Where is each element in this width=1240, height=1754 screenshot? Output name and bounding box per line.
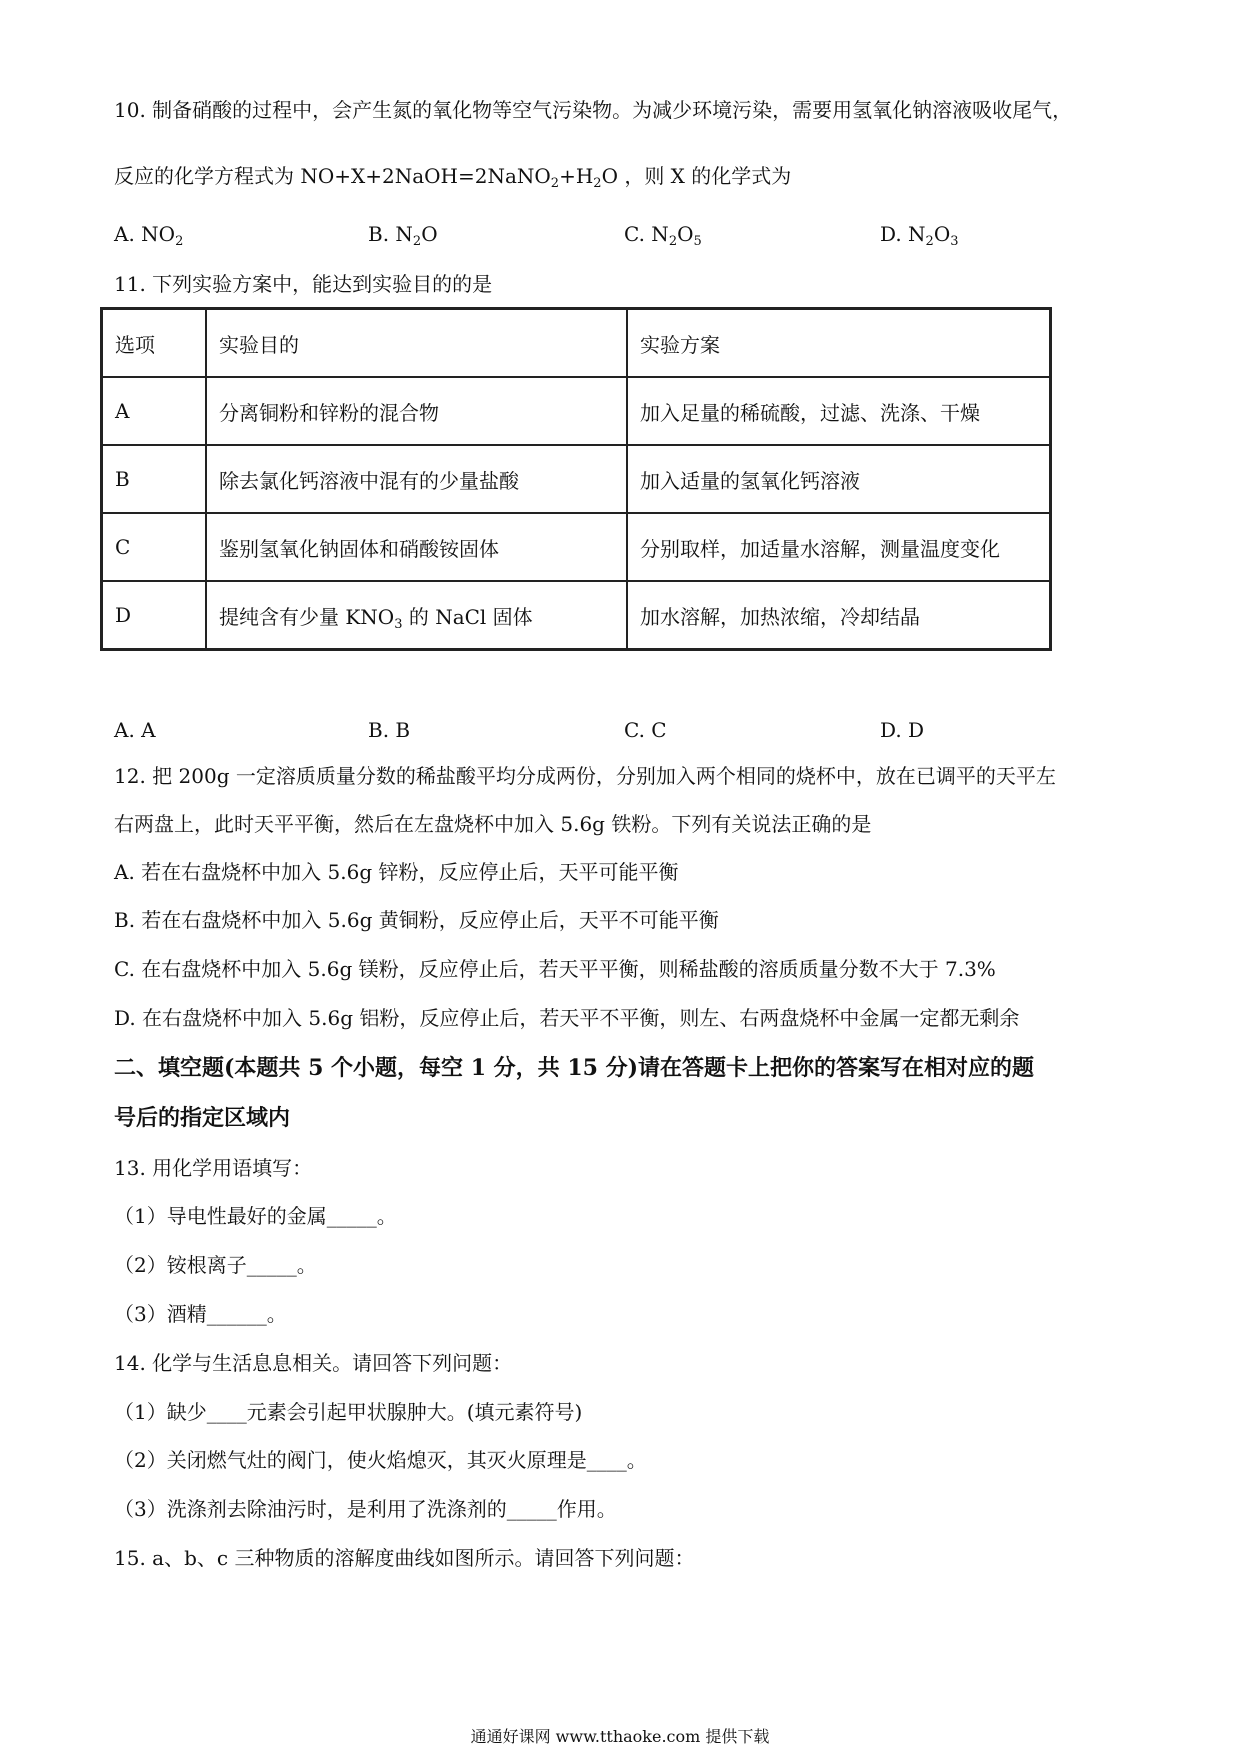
- q10-equation-sub: 2: [593, 176, 602, 191]
- q10-equation-sub: 2: [550, 176, 560, 191]
- table-cell-option: A: [102, 377, 207, 445]
- table-header-cell: 实验方案: [627, 309, 1051, 378]
- section-heading-line1: 二、填空题(本题共 5 个小题，每空 1 分，共 15 分)请在答题卡上把你的答案写在相对应的题: [114, 1055, 1035, 1081]
- table-cell-plan: 加入足量的稀硫酸，过滤、洗涤、干燥: [627, 377, 1051, 445]
- table-row: [102, 581, 1051, 650]
- q12-option-a: A. 若在右盘烧杯中加入 5.6g 锌粉，反应停止后，天平可能平衡: [114, 860, 679, 884]
- table-header-cell: 实验目的: [206, 309, 627, 378]
- q14-stem: 14. 化学与生活息息相关。请回答下列问题：: [114, 1351, 513, 1375]
- q14-item-2: （2）关闭燃气灶的阀门，使火焰熄灭，其灭火原理是____。: [114, 1448, 647, 1472]
- table-cell-plan: 加入适量的氢氧化钙溶液: [627, 445, 1051, 513]
- q11-option-c: C. C: [624, 718, 667, 742]
- q14-item-1: （1）缺少____元素会引起甲状腺肿大。(填元素符号): [114, 1400, 583, 1424]
- q10-option-d: D. $N_2O_3$: [880, 222, 959, 249]
- table-row: [102, 513, 1051, 581]
- q13-item-1: （1）导电性最好的金属_____。: [114, 1204, 397, 1228]
- table-cell-goal: 除去氯化钙溶液中混有的少量盐酸: [206, 445, 627, 513]
- table-cell-plan: 加水溶解，加热浓缩，冷却结晶: [627, 581, 1051, 650]
- table-row: [102, 445, 1051, 513]
- q10-option-a: A. $NO_2$: [114, 222, 184, 249]
- q12-option-d: D. 在右盘烧杯中加入 5.6g 铝粉，反应停止后，若天平不平衡，则左、右两盘烧杯中金属一定都无剩余: [114, 1006, 1020, 1030]
- q10-equation-part: 反应的化学方程式为 NO+X+2NaOH=2NaNO: [114, 164, 551, 188]
- q11-option-d: D. D: [880, 718, 925, 742]
- q10-equation-part: +H: [559, 164, 594, 188]
- q10-stem-line2: [114, 162, 791, 190]
- q12-option-b: B. 若在右盘烧杯中加入 5.6g 黄铜粉，反应停止后，天平不可能平衡: [114, 908, 719, 932]
- q11-option-a: A. A: [114, 718, 156, 742]
- table-cell-goal: 鉴别氢氧化钠固体和硝酸铵固体: [206, 513, 627, 581]
- page-footer: 通通好课网 www.tthaoke.com 提供下载: [470, 1727, 770, 1746]
- q15-stem: 15. a、b、c 三种物质的溶解度曲线如图所示。请回答下列问题：: [114, 1546, 695, 1570]
- q10-stem-line1: 10. 制备硝酸的过程中，会产生氮的氧化物等空气污染物。为减少环境污染，需要用氢氧化钠溶液吸收尾气，: [114, 98, 1073, 122]
- table-header-cell: 选项: [102, 309, 207, 378]
- q12-stem-line1: 12. 把 200g 一定溶质质量分数的稀盐酸平均分成两份，分别加入两个相同的烧杯中，放在已调平的天平左: [114, 764, 1056, 788]
- section-heading-line2: 号后的指定区域内: [114, 1105, 291, 1131]
- q11-option-b: B. B: [368, 718, 411, 742]
- table-cell-option: D: [102, 581, 207, 650]
- table-cell-option: C: [102, 513, 207, 581]
- q10-equation-part: O ，则 X 的化学式为: [601, 164, 792, 188]
- q12-stem-line2: 右两盘上，此时天平平衡，然后在左盘烧杯中加入 5.6g 铁粉。下列有关说法正确的是: [114, 812, 872, 836]
- table-cell-plan: 分别取样，加适量水溶解，测量温度变化: [627, 513, 1051, 581]
- table-cell-option: B: [102, 445, 207, 513]
- table-row: [102, 377, 1051, 445]
- q12-option-c: C. 在右盘烧杯中加入 5.6g 镁粉，反应停止后，若天平平衡，则稀盐酸的溶质质量分数不大于 7.3%: [114, 957, 996, 981]
- q10-option-c: C. $N_2O_5$: [624, 222, 702, 249]
- q13-stem: 13. 用化学用语填写：: [114, 1156, 313, 1180]
- table-header-row: [102, 309, 1051, 378]
- q11-experiment-table: [100, 307, 1052, 651]
- q13-item-2: （2）铵根离子_____。: [114, 1253, 317, 1277]
- q10-option-b: B. $N_2O$: [368, 222, 438, 249]
- q13-item-3: （3）酒精______。: [114, 1302, 287, 1326]
- q14-item-3: （3）洗涤剂去除油污时，是利用了洗涤剂的_____作用。: [114, 1497, 617, 1521]
- q11-stem: 11. 下列实验方案中，能达到实验目的的是: [114, 272, 493, 296]
- table-cell-goal: 分离铜粉和锌粉的混合物: [206, 377, 627, 445]
- table-cell-goal: 提纯含有少量 $KNO_3$ 的 NaCl 固体: [206, 581, 627, 650]
